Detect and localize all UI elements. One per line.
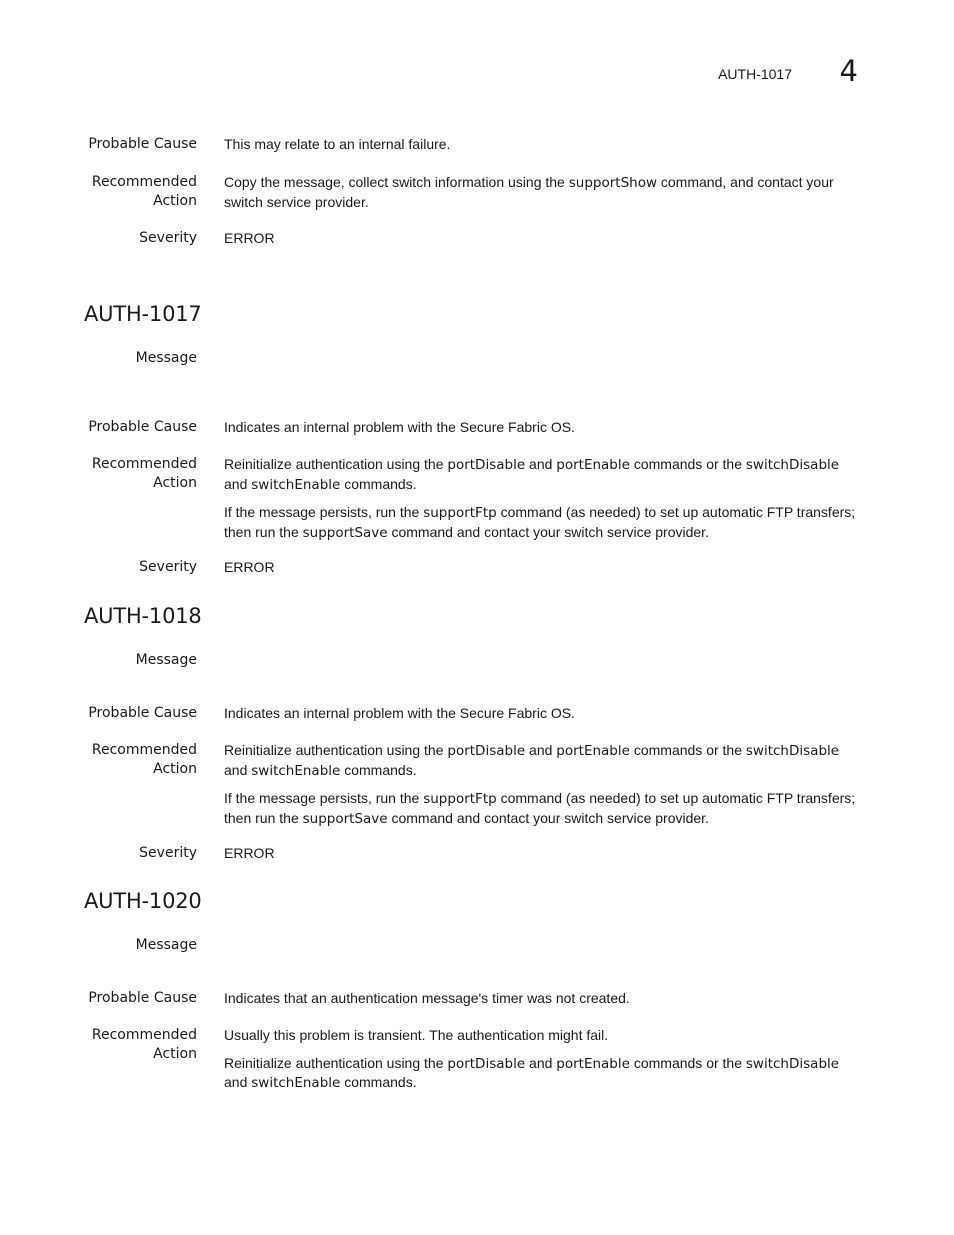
probable-cause-label: Probable Cause xyxy=(88,990,197,1006)
label-action: Action xyxy=(153,193,197,209)
section-title: AUTH-1017 xyxy=(84,302,202,326)
severity-value: ERROR xyxy=(224,845,275,861)
message-label: Message xyxy=(135,937,197,953)
severity-label: Severity xyxy=(139,230,197,246)
probable-cause-label: Probable Cause xyxy=(88,136,197,152)
recommended-action-label: Recommended Action xyxy=(91,742,197,777)
label-recommended: Recommended xyxy=(91,174,197,190)
header-doc-id: AUTH-1017 xyxy=(718,66,792,82)
recommended-action-label: Recommended Action xyxy=(91,456,197,491)
recommended-action-text: Usually this problem is transient. The authentication might fail. Reinitialize authentication using the portDisable and portEnable commands or the switchDisable and switchEnable commands. xyxy=(224,1027,840,1091)
recommended-action-text: Reinitialize authentication using the portDisable and portEnable commands or the switchDisable and switchEnable commands. If the message persists, run the supportFtp command (as needed) to set up automatic FTP transfers; then run the supportSave command and contact your switch service provider. xyxy=(224,456,856,541)
running-header xyxy=(638,56,858,90)
probable-cause-text: Indicates an internal problem with the Secure Fabric OS. xyxy=(224,419,575,435)
recommended-action-text: Copy the message, collect switch information using the supportShow command, and contact your switch service provider. xyxy=(224,174,834,210)
message-label: Message xyxy=(135,652,197,668)
recommended-action-label: Recommended Action xyxy=(91,1027,197,1062)
recommended-action-text: Reinitialize authentication using the portDisable and portEnable commands or the switchDisable and switchEnable commands. If the message persists, run the supportFtp command (as needed) to set up automatic FTP transfers; then run the supportSave command and contact your switch service provider. xyxy=(224,742,856,827)
probable-cause-label: Probable Cause xyxy=(88,705,197,721)
severity-label: Severity xyxy=(139,845,197,861)
severity-value: ERROR xyxy=(224,559,275,575)
recommended-action-label xyxy=(84,173,197,211)
chapter-number: 4 xyxy=(839,54,858,88)
severity-value: ERROR xyxy=(224,230,275,246)
probable-cause-text: This may relate to an internal failure. xyxy=(224,136,451,152)
severity-label: Severity xyxy=(139,559,197,575)
probable-cause-text: Indicates that an authentication message's timer was not created. xyxy=(224,990,630,1006)
section-title: AUTH-1018 xyxy=(84,604,202,628)
message-label: Message xyxy=(135,350,197,366)
command-name: supportShow xyxy=(568,175,657,191)
probable-cause-text: Indicates an internal problem with the Secure Fabric OS. xyxy=(224,705,575,721)
section-title: AUTH-1020 xyxy=(84,889,202,913)
probable-cause-label: Probable Cause xyxy=(88,419,197,435)
